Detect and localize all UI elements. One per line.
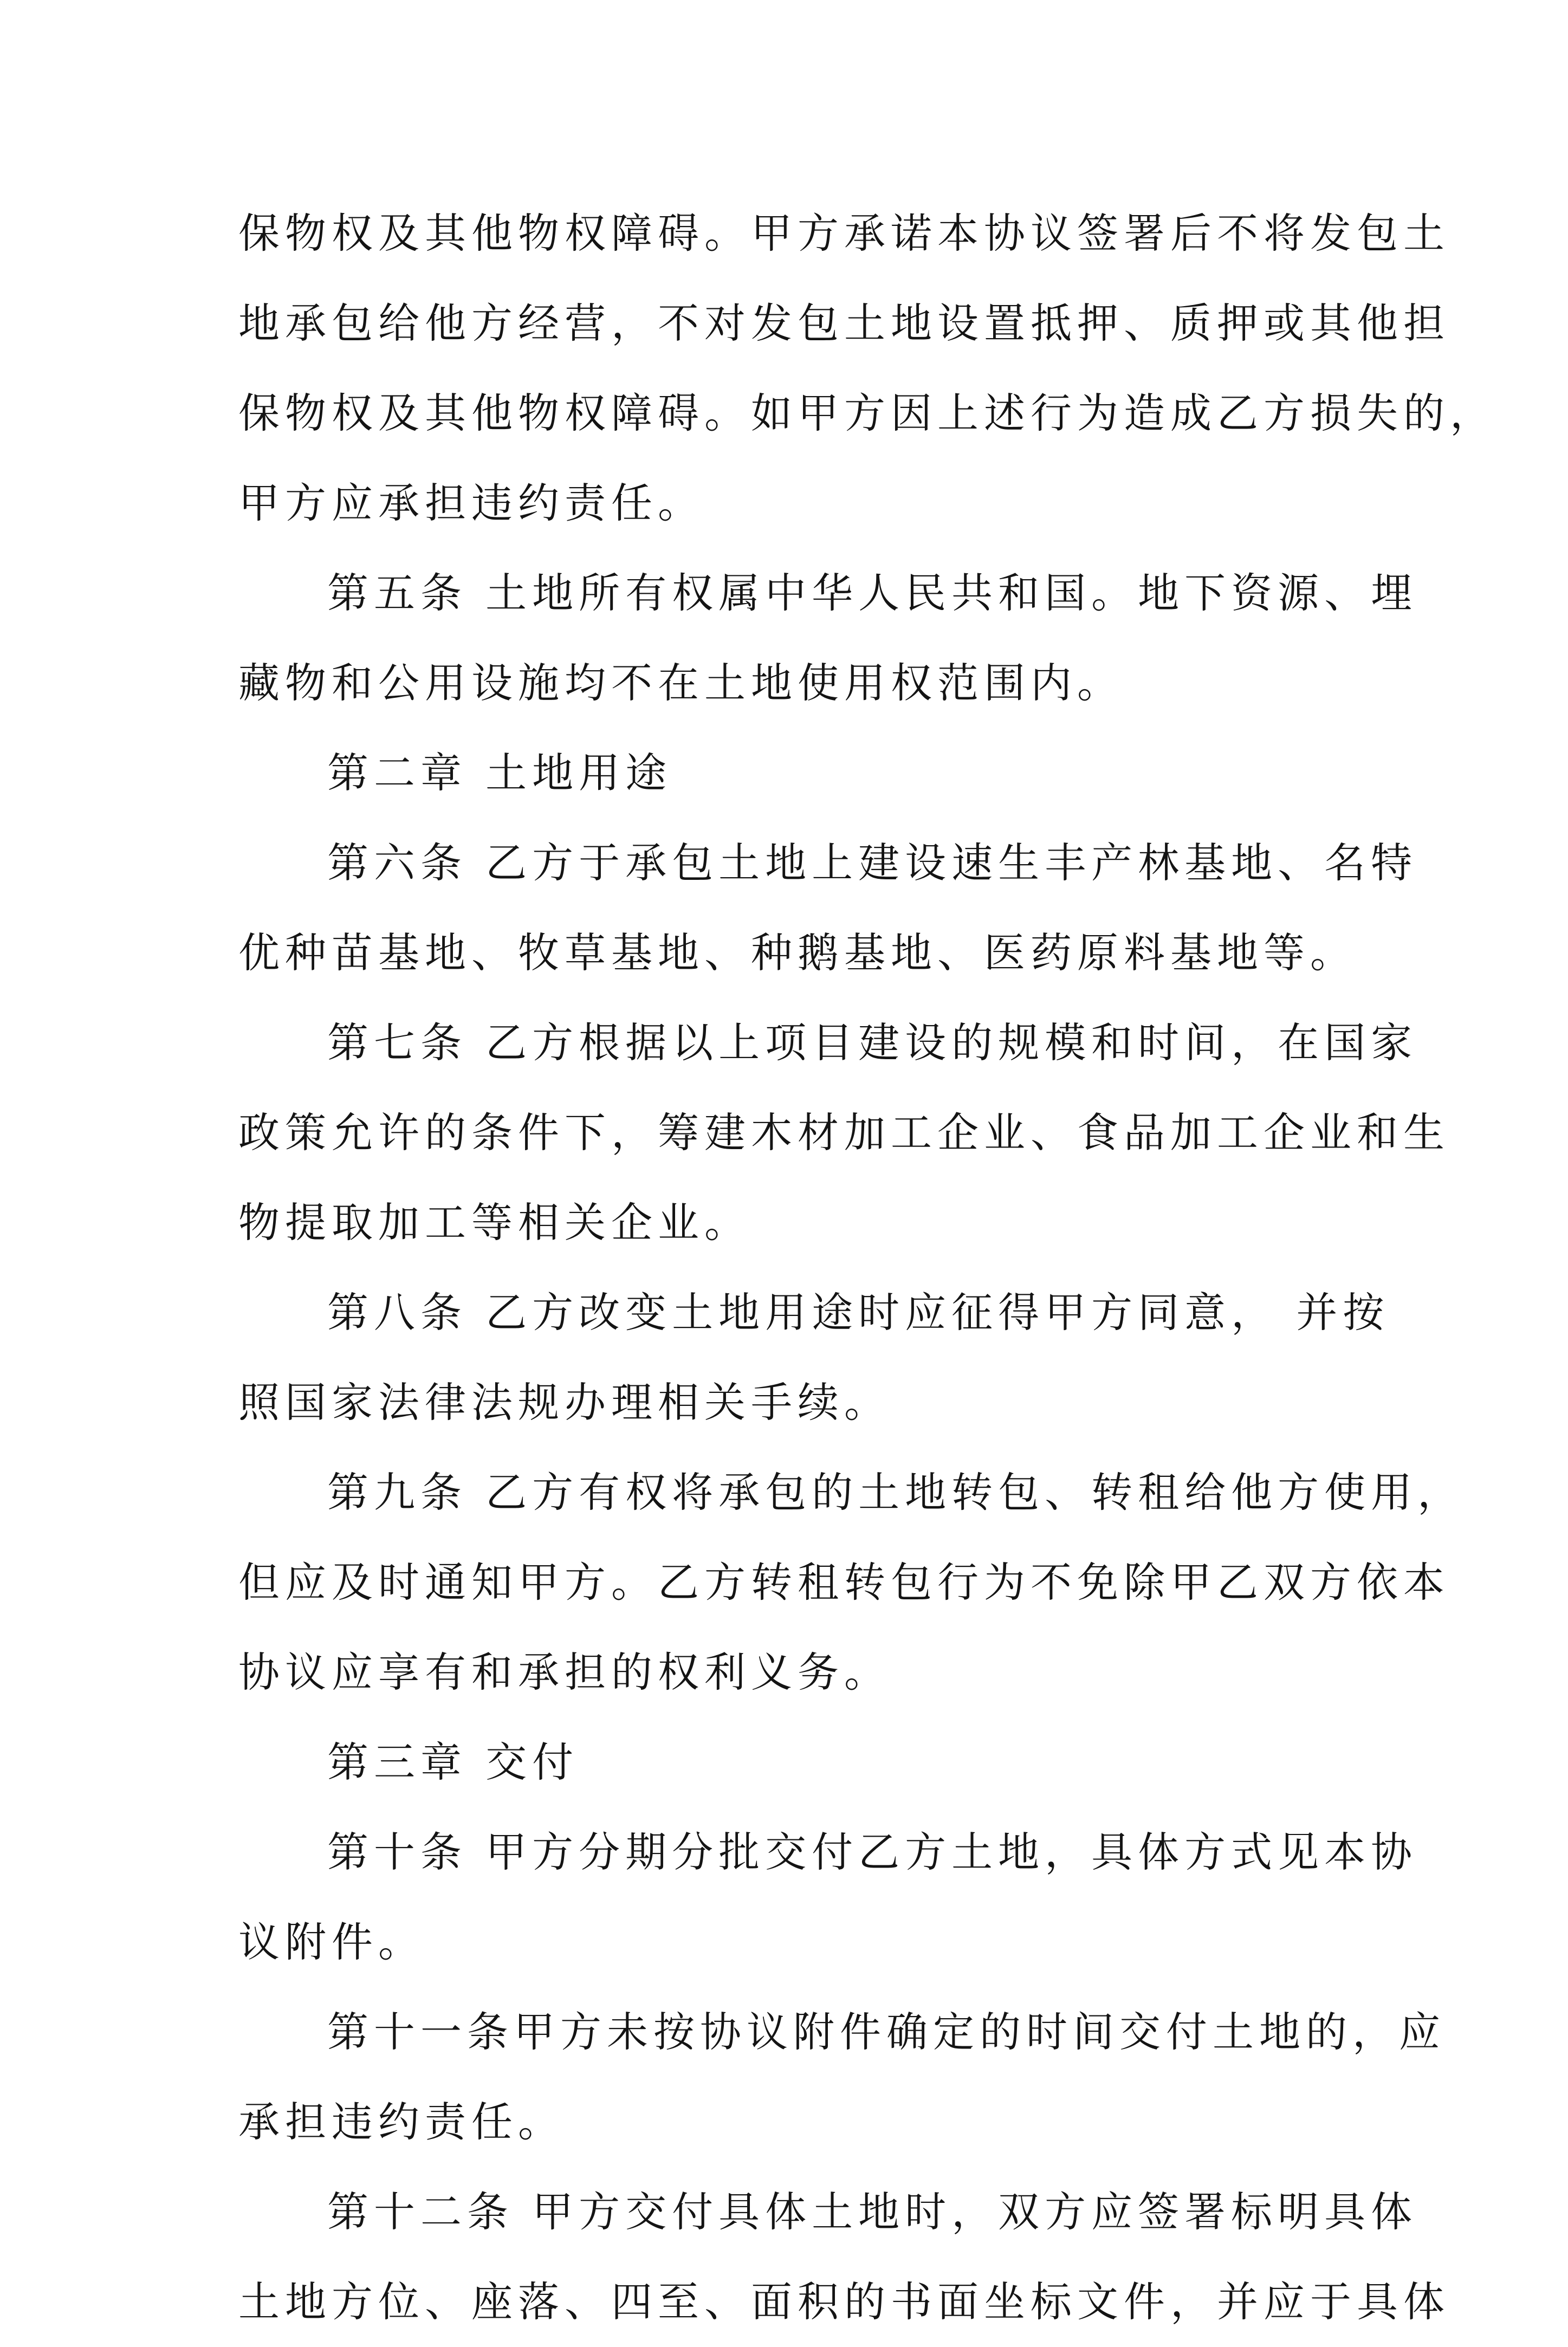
article-5-line: 第五条 土地所有权属中华人民共和国。地下资源、埋 <box>327 569 1418 617</box>
article-11-line: 第十一条甲方未按协议附件确定的时间交付土地的，应 <box>327 2008 1446 2056</box>
text-line: 照国家法律法规办理相关手续。 <box>238 1378 891 1427</box>
text-line: 协议应享有和承担的权利义务。 <box>238 1648 891 1696</box>
article-12-line: 第十二条 甲方交付具体土地时，双方应签署标明具体 <box>327 2188 1418 2236</box>
text-line: 地承包给他方经营，不对发包土地设置抵押、质押或其他担 <box>238 299 1450 347</box>
document-body <box>238 189 1496 2347</box>
article-9-line: 第九条 乙方有权将承包的土地转包、转租给他方使用， <box>327 1468 1465 1516</box>
text-line: 但应及时通知甲方。乙方转租转包行为不免除甲乙双方依本 <box>238 1558 1450 1606</box>
chapter-3-heading: 第三章 交付 <box>327 1738 579 1786</box>
text-line: 保物权及其他物权障碍。甲方承诺本协议签署后不将发包土 <box>238 209 1450 257</box>
text-line: 政策允许的条件下，筹建木材加工企业、食品加工企业和生 <box>238 1108 1450 1157</box>
text-line: 土地方位、座落、四至、面积的书面坐标文件，并应于具体 <box>238 2278 1450 2326</box>
text-line: 藏物和公用设施均不在土地使用权范围内。 <box>238 659 1124 707</box>
article-7-line: 第七条 乙方根据以上项目建设的规模和时间，在国家 <box>327 1019 1418 1067</box>
text-line: 优种苗基地、牧草基地、种鹅基地、医药原料基地等。 <box>238 929 1357 977</box>
text-line: 保物权及其他物权障碍。如甲方因上述行为造成乙方损失的， <box>238 389 1496 437</box>
article-8-line: 第八条 乙方改变土地用途时应征得甲方同意， 并按 <box>327 1288 1390 1337</box>
article-6-line: 第六条 乙方于承包土地上建设速生丰产林基地、名特 <box>327 839 1418 887</box>
chapter-2-heading: 第二章 土地用途 <box>327 749 672 797</box>
text-line: 承担违约责任。 <box>238 2098 565 2146</box>
text-line: 物提取加工等相关企业。 <box>238 1198 751 1247</box>
text-line: 甲方应承担违约责任。 <box>238 479 704 527</box>
text-line: 议附件。 <box>238 1918 425 1966</box>
article-10-line: 第十条 甲方分期分批交付乙方土地，具体方式见本协 <box>327 1828 1418 1876</box>
